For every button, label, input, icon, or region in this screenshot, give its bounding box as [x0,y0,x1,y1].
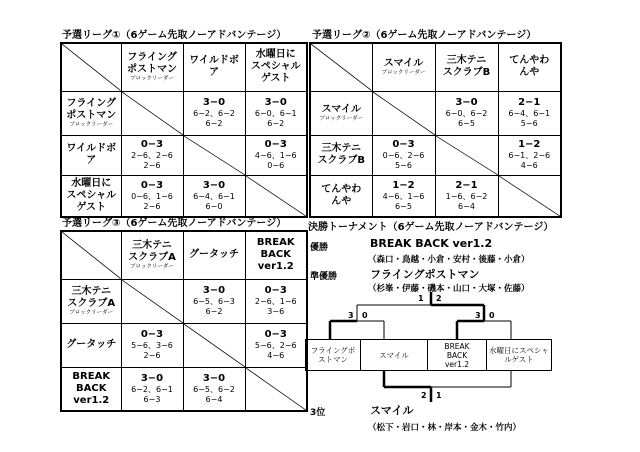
first-place-team: BREAK BACK ver1.2 [370,237,493,250]
league-3-title: 予選リーグ③（6ゲーム先取ノーアドバンテージ） [62,218,287,229]
match-result: 0−3 [264,285,287,296]
bracket-team-name: フライングポ ストマン [310,346,356,364]
set-scores: 4−6、1−6 0−6 [254,151,297,170]
leader-label: ブロックリーダー [69,121,114,128]
set-scores: 6−2、6−1 6−3 [131,384,173,404]
sf1-score-right: 0 [362,311,368,320]
team-name: 水曜日に スペシャル ゲスト [250,49,301,85]
set-scores: 6−0、6−1 6−2 [254,109,297,128]
sf2-score-left: 3 [475,311,481,320]
third-place-label: 3位 [310,408,326,418]
leader-label: ブロックリーダー [319,115,364,122]
third-place-team: スマイル [370,404,414,417]
set-scores: 1−6、6−2 6−4 [445,191,488,211]
team-name: グータッチ [66,339,117,350]
team-name: フライング ポストマン [127,51,177,75]
leader-label: ブロックリーダー [69,309,114,316]
third-score-right: 1 [436,391,442,400]
set-scores: 6−5、6−2 6−4 [193,384,235,404]
second-place-members: （杉峯・伊藤・磯本・山口・大塚・佐藤） [368,284,530,294]
team-name: スマイル [321,103,362,115]
match-result: 3−0 [140,372,164,384]
set-scores: 2−6、1−6 3−6 [254,297,297,316]
second-place-label: 準優勝 [310,272,338,282]
team-name: 三木テニ スクラブB [317,143,366,166]
leader-label: ブロックリーダー [130,263,174,270]
match-result: 3−0 [264,97,287,108]
match-result: 3−0 [202,285,226,296]
set-scores: 0−6、2−6 5−6 [382,151,425,170]
league-1-title: 予選リーグ①（6ゲーム先取ノーアドバンテージ） [62,30,287,41]
match-result: 1−2 [518,139,541,150]
team-name: 三木テニ スクラブA [67,285,116,309]
team-name: BREAK BACK ver1.2 [256,237,295,273]
bracket-team-box [360,339,428,371]
set-scores: 4−6、1−6 6−5 [382,191,425,211]
set-scores: 6−2、6−2 6−2 [193,109,235,128]
bracket-team-name: 水曜日にスペシャ ルゲスト [489,346,549,364]
team-name: スマイル [383,57,424,69]
match-result: 0−3 [264,329,287,340]
final-score-left: 1 [418,294,424,303]
match-result: 3−0 [202,97,226,108]
bracket-team-name: スマイル [379,350,409,360]
match-result: 3−0 [455,97,478,108]
match-result: 0−3 [140,329,164,340]
final-score-right: 2 [436,294,442,303]
team-name: ワイルドボ ア [189,55,239,79]
second-place-team: フライングポストマン [370,268,480,281]
match-result: 0−3 [140,139,164,150]
set-scores: 6−5、6−3 6−2 [193,297,235,316]
match-result: 0−3 [140,179,164,191]
team-name: 三木テニ スクラブA [128,239,176,263]
match-result: 3−0 [202,179,226,191]
bracket-team-box [305,339,361,371]
leader-label: ブロックリーダー [381,69,426,76]
leader-label: ブロックリーダー [130,75,174,82]
bracket-team-box [486,339,552,371]
team-name: グータッチ [189,249,239,261]
team-name: 水曜日に スペシャル ゲスト [66,177,117,213]
match-result: 1−2 [392,179,415,191]
set-scores: 2−6、2−6 2−6 [131,151,173,170]
league-2-title: 予選リーグ②（6ゲーム先取ノーアドバンテージ） [312,30,537,41]
bracket-team-box [427,339,487,371]
match-result: 2−1 [455,179,478,191]
team-name: てんやわ んや [509,55,550,79]
first-place-members: （森口・鳥越・小倉・安村・後藤・小倉） [368,255,530,265]
set-scores: 0−6、1−6 2−6 [131,191,173,211]
third-place-members: （松下・岩口・林・岸本・金木・竹内） [368,423,522,433]
third-score-left: 2 [421,391,427,400]
team-name: フライング ポストマン [66,97,117,121]
match-result: 3−0 [202,372,226,384]
team-name: BREAK BACK ver1.2 [72,370,111,406]
set-scores: 6−4、6−1 5−6 [508,109,551,128]
match-result: 0−3 [264,139,287,150]
set-scores: 6−1、2−6 4−6 [508,151,551,170]
set-scores: 6−4、6−1 6−0 [193,191,235,211]
team-name: ワイルドボ ア [66,143,117,166]
team-name: てんやわ んや [321,183,362,207]
tournament-title: 決勝トーナメント（6ゲーム先取ノーアドバンテージ） [308,222,554,233]
team-name: 三木テニ スクラブB [442,55,491,79]
sf2-score-right: 0 [489,311,495,320]
match-result: 0−3 [392,139,415,150]
set-scores: 5−6、3−6 2−6 [131,341,173,360]
set-scores: 6−0、6−2 6−5 [445,109,488,128]
sf1-score-left: 3 [348,311,354,320]
set-scores: 5−6、2−6 4−6 [254,341,297,360]
bracket-team-name: BREAK BACK ver1.2 [444,341,470,369]
first-place-label: 優勝 [310,243,329,253]
match-result: 2−1 [518,97,541,108]
